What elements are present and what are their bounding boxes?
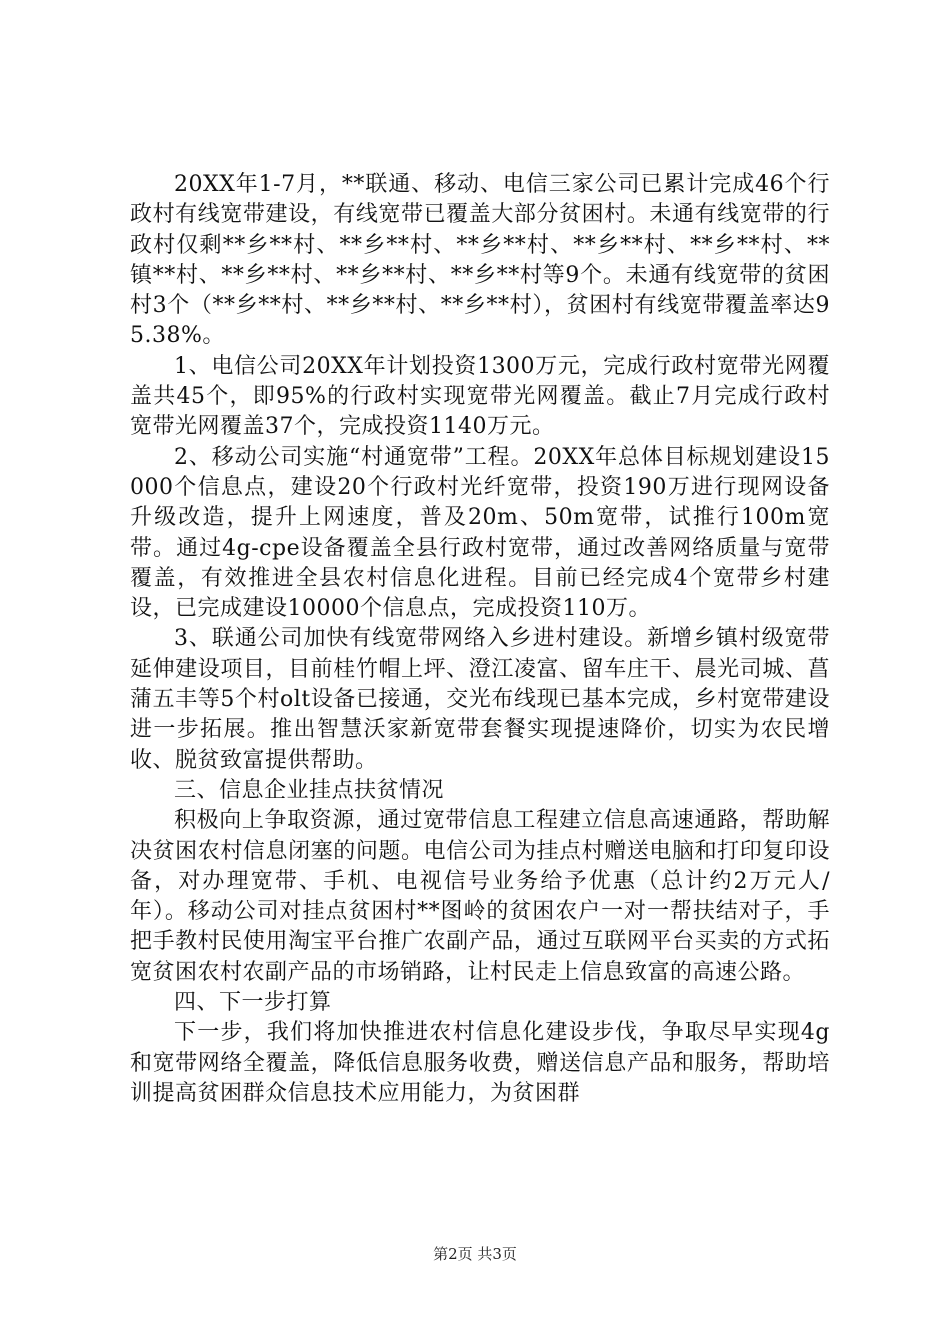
page-footer [0, 1244, 950, 1264]
paragraph-mobile: 2、移动公司实施“村通宽带”工程。20XX年总体目标规划建设15000个信息点，建设20个行政村光纤宽带，投资190万进行现网设备升级改造，提升上网速度，普及20m、50m宽带，试推行100m宽带。通过4g-cpe设备覆盖全县行政村宽带，通过改善网络质量与宽带覆盖，有效推进全县农村信息化进程。目前已经完成4个宽带乡村建设，已完成建设10000个信息点，完成投资110万。 [130, 444, 830, 622]
paragraph-unicom: 3、联通公司加快有线宽带网络入乡进村建设。新增乡镇村级宽带延伸建设项目，目前桂竹帽上坪、澄江凌富、留车庄干、晨光司城、菖蒲五丰等5个村olt设备已接通，交光布线现已基本完成，乡村宽带建设进一步拓展。推出智慧沃家新宽带套餐实现提速降价，切实为农民增收、脱贫致富提供帮助。 [130, 626, 830, 773]
paragraph-next-steps: 下一步，我们将加快推进农村信息化建设步伐，争取尽早实现4g和宽带网络全覆盖，降低信息服务收费，赠送信息产品和服务，帮助培训提高贫困群众信息技术应用能力，为贫困群 [130, 1020, 830, 1106]
document-body [130, 170, 830, 1109]
paragraph-broadband-summary: 20XX年1-7月，**联通、移动、电信三家公司已累计完成46个行政村有线宽带建设，有线宽带已覆盖大部分贫困村。未通有线宽带的行政村仅剩**乡**村、**乡**村、**乡**村、**乡**村、**乡**村、**镇**村、**乡**村、**乡**村、**乡**村等9个。未通有线宽带的贫困村3个（**乡**村、**乡**村、**乡**村），贫困村有线宽带覆盖率达95.38%。 [130, 172, 830, 349]
paragraph-poverty-aid: 积极向上争取资源，通过宽带信息工程建立信息高速通路，帮助解决贫困农村信息闭塞的问题。电信公司为挂点村赠送电脑和打印复印设备，对办理宽带、手机、电视信号业务给予优惠（总计约2万元人/年）。移动公司对挂点贫困村**图岭的贫困农户一对一帮扶结对子，手把手教村民使用淘宝平台推广农副产品，通过互联网平台买卖的方式拓宽贫困农村农副产品的市场销路，让村民走上信息致富的高速公路。 [130, 808, 830, 985]
section-heading-next-steps: 四、下一步打算 [174, 990, 332, 1016]
paragraph-telecom: 1、电信公司20XX年计划投资1300万元，完成行政村宽带光网覆盖共45个，即95%的行政村实现宽带光网覆盖。截止7月完成行政村宽带光网覆盖37个，完成投资1140万元。 [130, 353, 830, 440]
section-heading-poverty-aid: 三、信息企业挂点扶贫情况 [174, 777, 445, 803]
page-number: 第2页 共3页 [433, 1245, 517, 1263]
